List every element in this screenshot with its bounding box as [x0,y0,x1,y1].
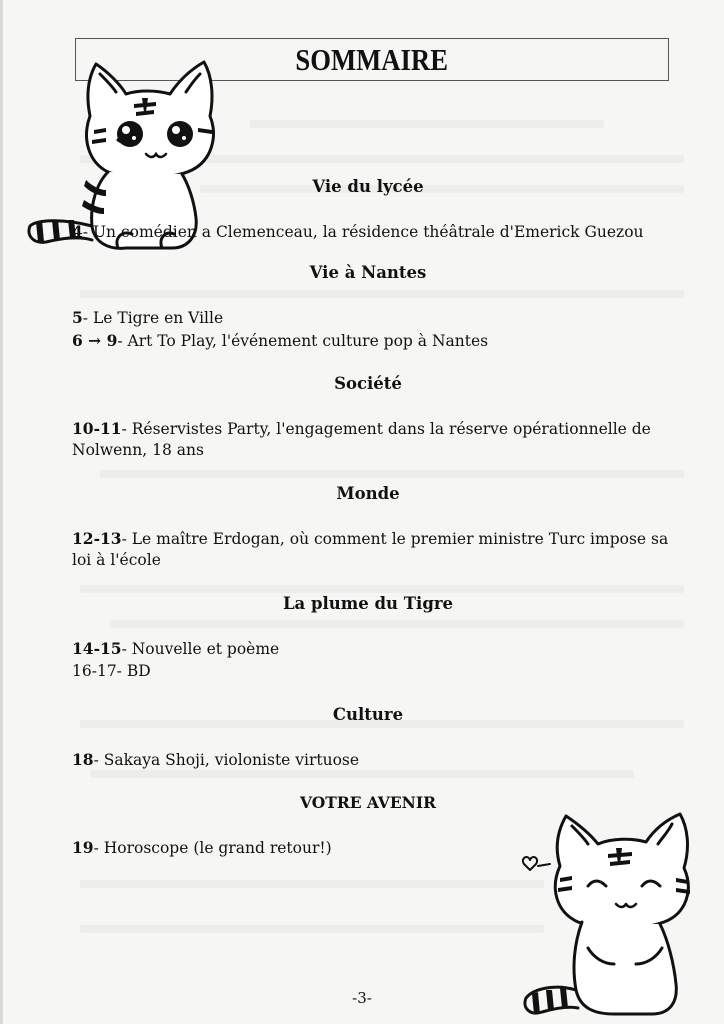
toc-entry [72,307,672,329]
section-heading-la-plume-du-tigre: La plume du Tigre [282,594,454,613]
page-title: SOMMAIRE [295,41,449,77]
toc-entry-pages: 12-13 [72,529,122,548]
toc-entry [72,638,672,660]
toc-entry-pages: 14-15 [72,639,122,658]
toc-entry-text: - Sakaya Shoji, violoniste virtuose [93,751,360,769]
toc-entry [72,528,672,571]
bleed-through [250,120,604,128]
section-heading-societe: Société [334,374,402,393]
toc-entry-text: - Le maître Erdogan, où comment le premier ministre Turc impose sa loi à l'école [72,530,669,569]
toc-entry-pages: 10-11 [72,419,122,438]
bleed-through [90,770,634,778]
bleed-through [110,620,684,628]
toc-entry [72,418,672,461]
toc-entry-pages: 18 [72,750,94,769]
toc-entry-text: - Réservistes Party, l'engagement dans la réserve opérationnelle de Nolwenn, 18 ans [72,420,651,459]
toc-entry [72,221,672,243]
page-number: -3- [352,989,372,1007]
toc-entry-pages: 4 [72,222,83,241]
section-heading-vie-a-nantes: Vie à Nantes [309,263,427,282]
toc-entry-text: - Art To Play, l'événement culture pop à Nantes [117,332,489,350]
toc-entry [72,661,672,682]
toc-entry-pages: 5 [72,308,83,327]
bleed-through [80,880,544,888]
toc-entry-text: 16-17- BD [72,662,151,680]
bleed-through [80,290,684,298]
toc-entry [72,749,672,771]
bleed-through [100,470,684,478]
toc-entry-text: - Horoscope (le grand retour!) [93,839,332,857]
section-heading-culture: Culture [332,705,404,724]
toc-entry-text: - Le Tigre en Ville [82,309,224,327]
toc-entry-text: - Un comédien a Clemenceau, la résidence théâtrale d'Emerick Guezou [82,223,644,241]
toc-entry [72,330,672,352]
bleed-through [80,925,544,933]
section-heading-monde: Monde [336,484,400,503]
toc-entry-text: - Nouvelle et poème [121,640,280,658]
section-heading-vie-du-lycee: Vie du lycée [312,177,424,196]
page-edge [0,0,3,1024]
bleed-through [80,585,684,593]
toc-entry-pages: 6 → 9 [72,331,118,350]
toc-entry-pages: 19 [72,838,94,857]
section-heading-votre-avenir: VOTRE AVENIR [300,793,436,812]
